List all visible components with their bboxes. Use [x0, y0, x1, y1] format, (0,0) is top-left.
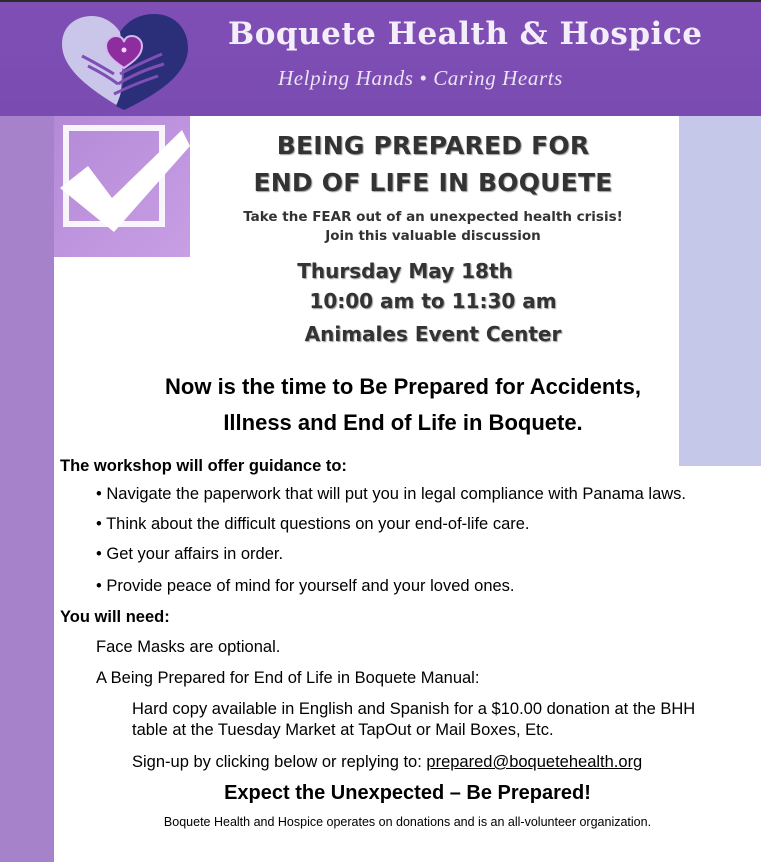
hardcopy-line-2: table at the Tuesday Market at TapOut or Mail Boxes, Etc.: [132, 721, 554, 739]
left-accent-bar: [0, 116, 54, 862]
subtitle-line-1: Take the FEAR out of an unexpected health crisis!: [243, 209, 623, 225]
signup-text: Sign-up by clicking below or replying to:: [132, 753, 427, 771]
checkmark-icon: [54, 116, 190, 257]
checkmark-graphic: [54, 116, 190, 257]
headline-line-1: Now is the time to Be Prepared for Accidents,: [165, 374, 641, 399]
headline-line-2: Illness and End of Life in Boquete.: [223, 410, 583, 435]
event-date: Thursday May 18th: [297, 259, 513, 283]
title-line-2: END OF LIFE IN BOQUETE: [253, 168, 613, 197]
manual-note: A Being Prepared for End of Life in Boquete Manual:: [96, 669, 480, 687]
workshop-item: • Provide peace of mind for yourself and your loved ones.: [96, 577, 515, 595]
masks-note: Face Masks are optional.: [96, 638, 281, 656]
workshop-item: • Navigate the paperwork that will put you in legal compliance with Panama laws.: [96, 485, 686, 503]
footer-note: Boquete Health and Hospice operates on donations and is an all-volunteer organization.: [163, 815, 652, 829]
signup-email-link[interactable]: prepared@boquetehealth.org: [426, 753, 643, 771]
tagline: Helping Hands • Caring Hearts: [278, 66, 563, 90]
hardcopy-line-1: Hard copy available in English and Spanish for a $10.00 donation at the BHH: [132, 700, 696, 718]
workshop-item: • Think about the difficult questions on your end-of-life care.: [96, 515, 530, 533]
org-name: Boquete Health & Hospice: [228, 16, 703, 52]
event-venue: Animales Event Center: [304, 322, 562, 346]
workshop-heading: The workshop will offer guidance to:: [60, 457, 347, 475]
needs-heading: You will need:: [60, 608, 170, 626]
title-line-1: BEING PREPARED FOR: [276, 131, 590, 160]
hands-heart-logo-icon: [58, 10, 192, 114]
event-time: 10:00 am to 11:30 am: [309, 289, 557, 313]
signup-line: [132, 753, 642, 772]
closing-slogan: Expect the Unexpected – Be Prepared!: [224, 782, 591, 804]
header-banner: [0, 0, 761, 116]
subtitle-line-2: Join this valuable discussion: [325, 228, 541, 244]
workshop-item: • Get your affairs in order.: [96, 545, 284, 563]
